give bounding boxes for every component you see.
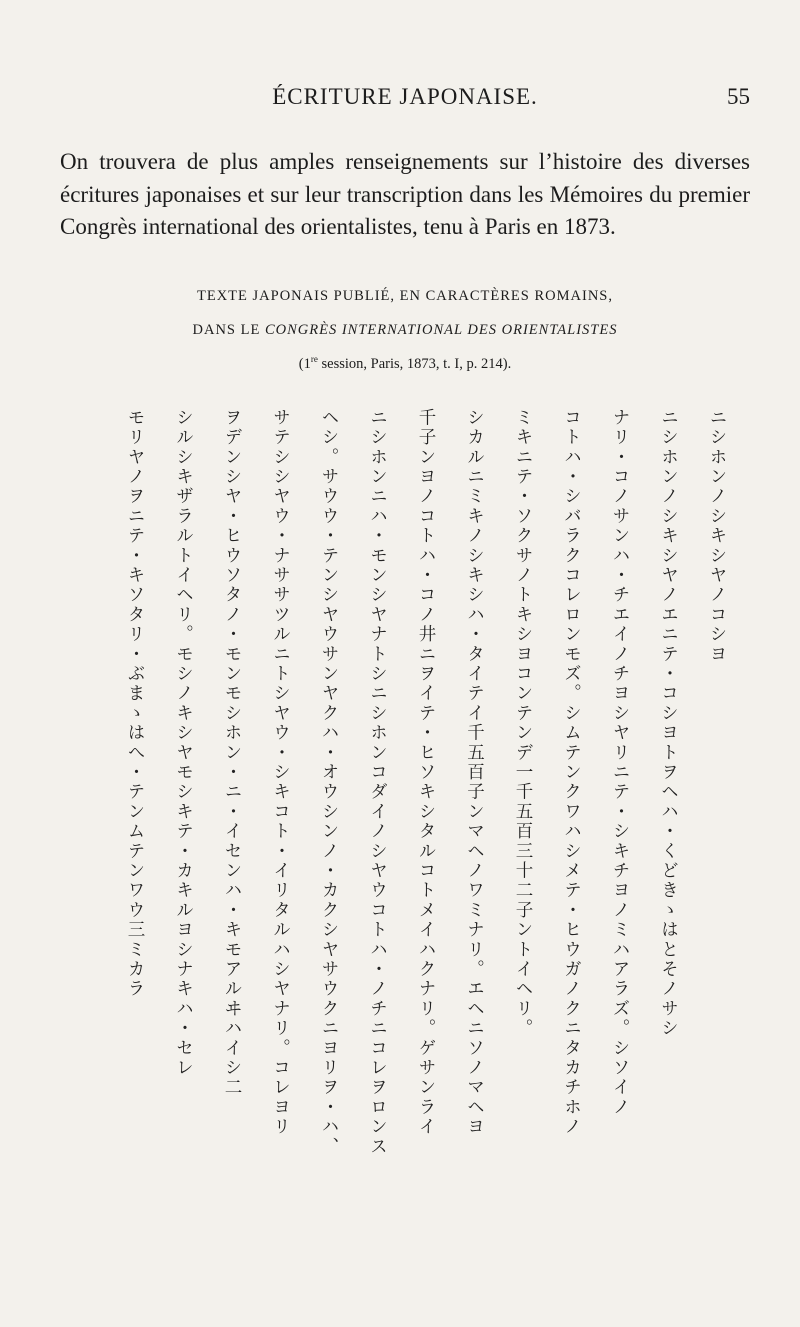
source-heading-prefix: DANS LE [192, 322, 261, 338]
japanese-column: ニシホンニハ・モンシヤナトシニシホンコダイノシヤウコトハ・ノチニコレヲロンス [367, 408, 388, 1157]
page-number: 55 [727, 84, 750, 109]
japanese-column: ニシホンノシキシヤノエニテ・コシヨトヲヘハ・くどきゝはとそノサシ [658, 408, 679, 1039]
japanese-column: コトハ・シバラクコレロンモズ。シムテンクワハシメテ・ヒウガノクニタカチホノ [561, 408, 582, 1137]
citation-superscript: re [310, 354, 318, 364]
japanese-column: ヲデンシヤ・ヒウソタノ・モンモシホン・ニ・イセンハ・キモアルヰハイシ二 [222, 408, 242, 1098]
japanese-column: シカルニミキノシキシハ・タイテイ千五百子ンマヘノワミナリ。エヘニソノマヘヨ [464, 408, 485, 1137]
japanese-column: ニシホンノシキシヤノコシヨ [707, 408, 727, 665]
source-heading-italic-title: CONGRÈS INTERNATIONAL DES ORIENTALISTES [264, 322, 618, 338]
citation-rest: session, Paris, 1873, t. I, p. 214). [317, 355, 512, 372]
japanese-column: ヘシ。サウウ・テンシヤウサンヤクハ・オウシンノ・カクシヤサウクニヨリヲ・ハ、 [319, 408, 339, 1157]
japanese-column: ナリ・コノサンハ・チエイノチヨシヤリニテ・シキチヨノミハアラズ。シソイノ [610, 408, 630, 1118]
japanese-column: サテシシヤウ・ナササツルニトシヤウ・シキコト・イリタルハシヤナリ。コレヨリ [270, 408, 291, 1137]
japanese-column: ミキニテ・ソクサノトキシヨコンテンデ一千五百三十二子ントイヘリ。 [513, 408, 533, 1039]
source-heading-line1: TEXTE JAPONAIS PUBLIÉ, EN CARACTÈRES ROMAINS, [197, 288, 613, 304]
citation-open: (1 [298, 355, 311, 372]
running-title: ÉCRITURE JAPONAISE. [272, 84, 538, 109]
source-citation [60, 354, 750, 373]
japanese-column: シルシキザラルトイヘリ。モシノキシヤモシキテ・カキルヨシナキハ・セレ [173, 408, 194, 1078]
japanese-column: 千子ンヨノコトハ・コノ井ニヲイテ・ヒソキシタルコトメイハクナリ。ゲサンライ [416, 408, 436, 1137]
source-heading-line2 [60, 322, 750, 339]
japanese-vertical-text [90, 408, 750, 1288]
page-header [60, 84, 750, 124]
japanese-column: モリヤノヲニテ・キソタリ・ぶまゝはへ・テンムテンワウ三ミカラ [125, 408, 145, 999]
intro-paragraph: On trouvera de plus amples renseignements sur l’histoire des diverses écritures japonaises et sur leur transcription dans les Mémoires du premier Congrès international des orientalistes, tenu à Paris en 1873. [60, 149, 750, 239]
